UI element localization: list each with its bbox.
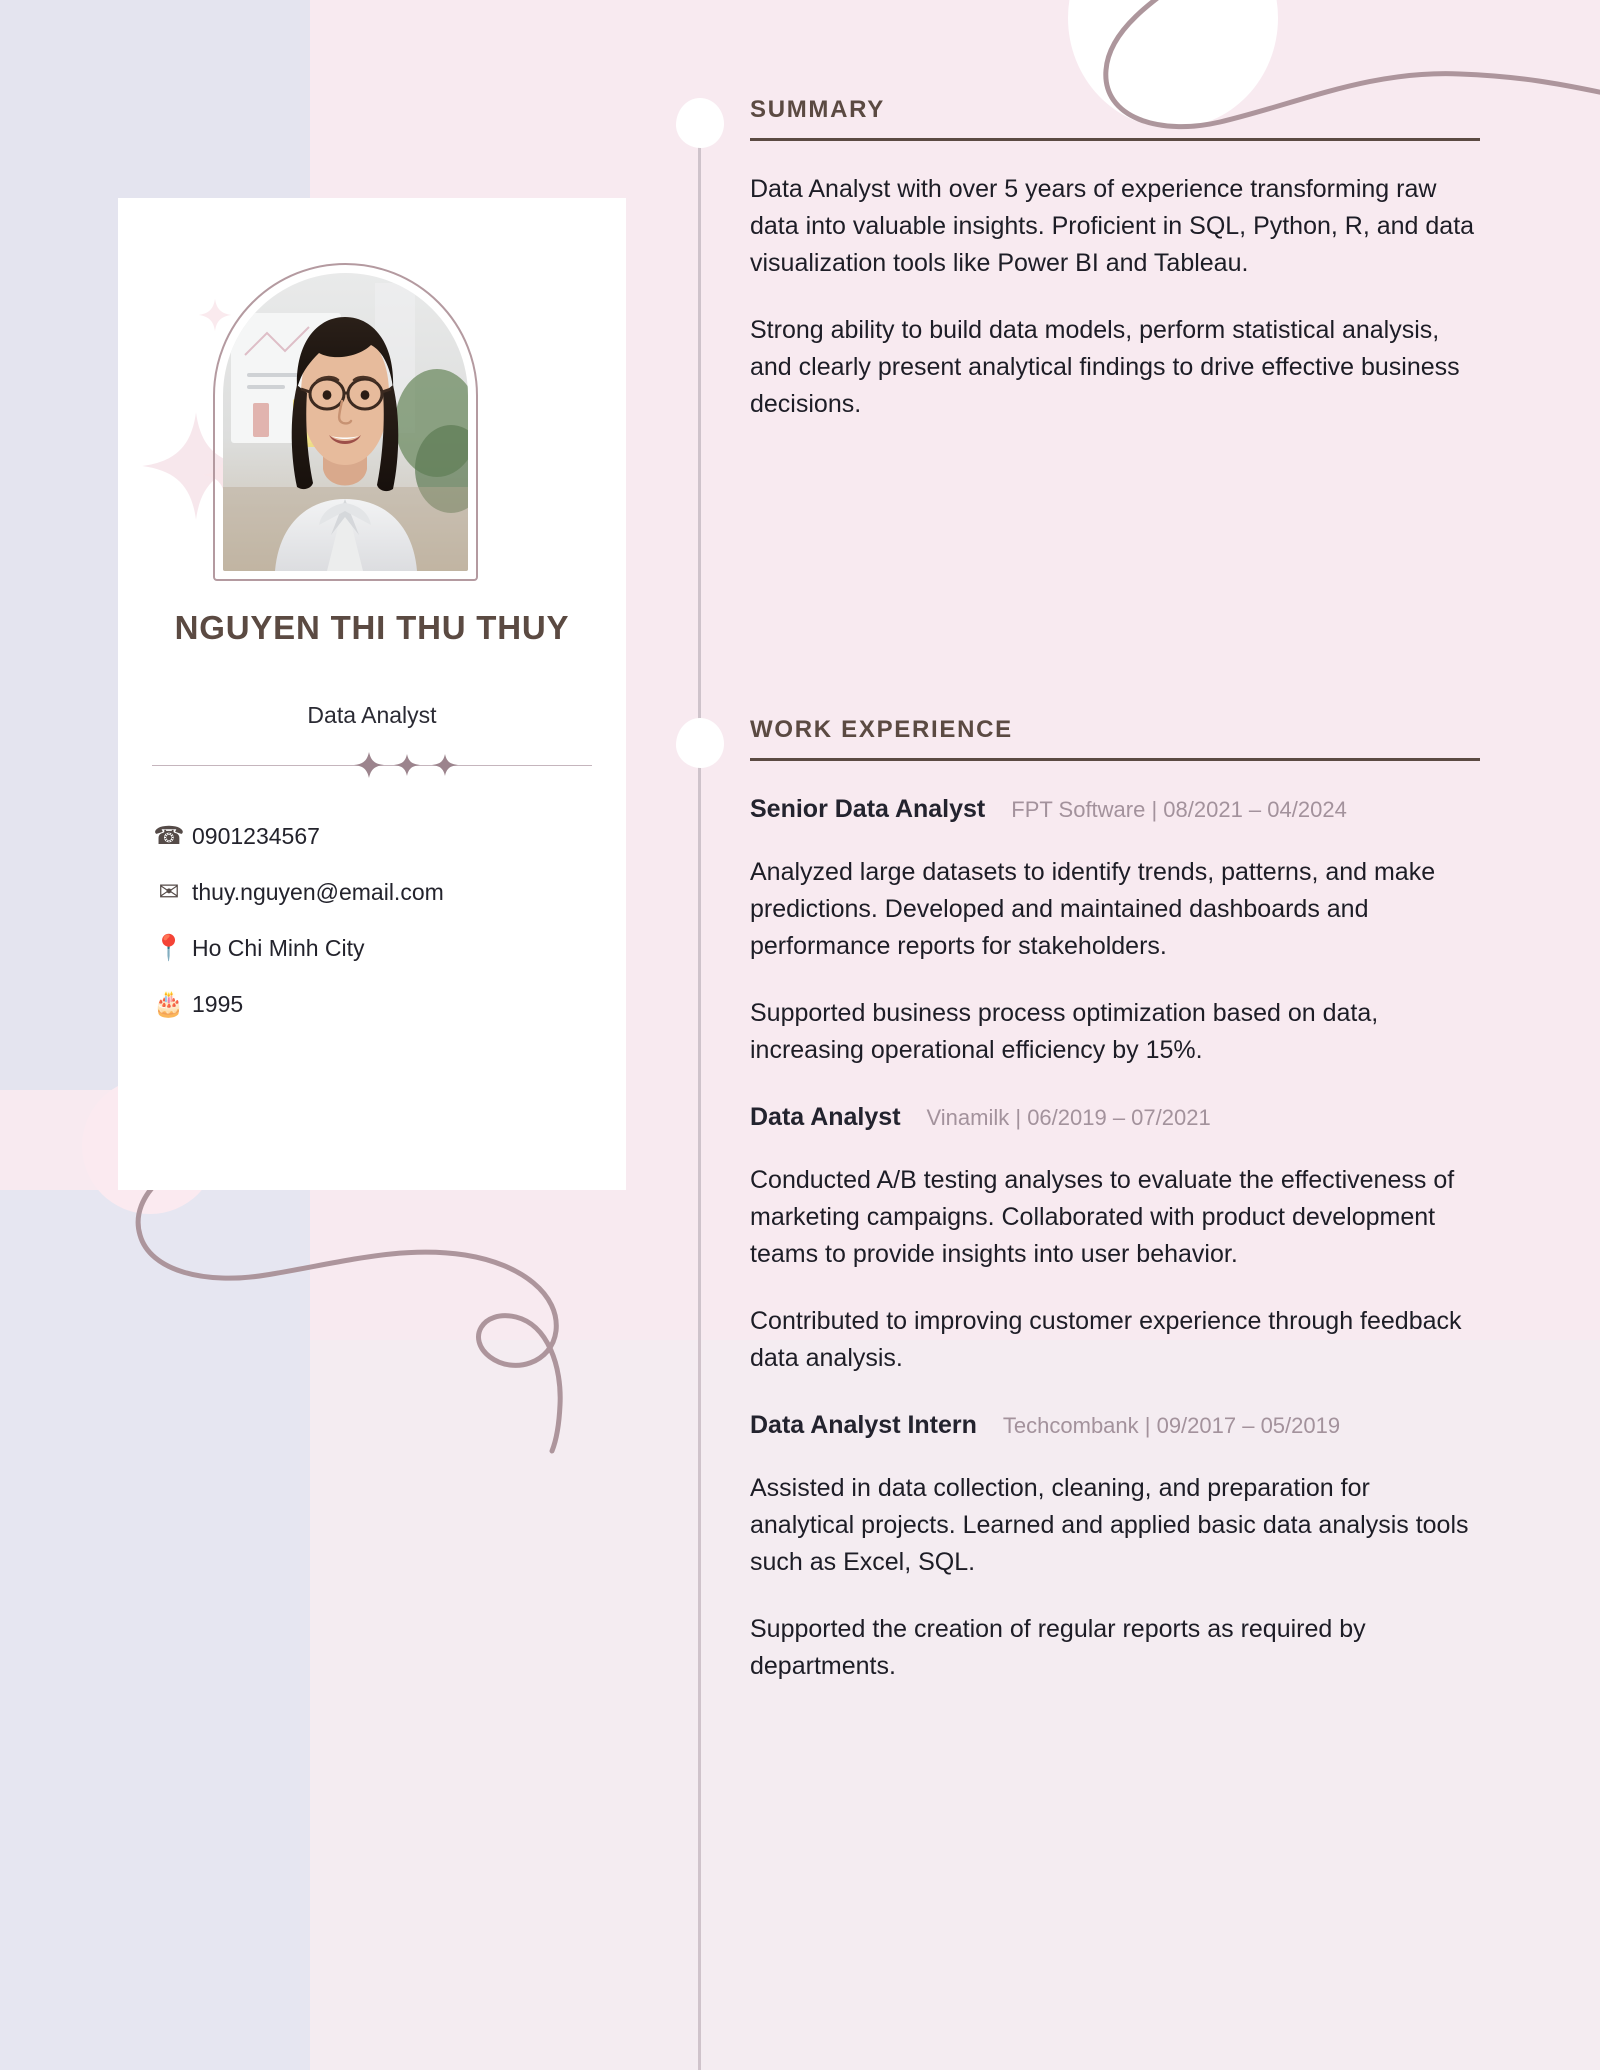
job-title: Data Analyst Intern: [750, 1411, 977, 1439]
timeline-line: [698, 110, 701, 2070]
contact-list: [146, 808, 606, 1032]
job-header: [750, 795, 1480, 824]
birthday-value: 1995: [192, 990, 244, 1017]
profile-photo: [213, 263, 478, 581]
profile-card: [118, 198, 626, 1190]
section-title-summary: SUMMARY: [750, 96, 886, 123]
profile-photo-frame: [213, 263, 478, 581]
section-summary: [750, 96, 1480, 423]
job-paragraph: Supported business process optimization based on data, increasing operational efficiency by 15%.: [750, 999, 1379, 1064]
phone-icon: ☎: [153, 821, 185, 850]
location-icon: 📍: [153, 933, 185, 962]
contact-row-email[interactable]: [146, 864, 606, 920]
job-meta: Vinamilk | 06/2019 – 07/2021: [926, 1105, 1211, 1130]
job-header: [750, 1411, 1480, 1440]
job-meta: Techcombank | 09/2017 – 05/2019: [1002, 1413, 1341, 1438]
contact-row-location[interactable]: [146, 920, 606, 976]
location-value: Ho Chi Minh City: [192, 934, 365, 961]
timeline-dot-work: [676, 718, 724, 768]
job-header: [750, 1103, 1480, 1132]
page-title: NGUYEN THI THU THUY: [174, 609, 570, 646]
timeline-dot-summary: [676, 98, 724, 148]
job-title: Data Analyst: [750, 1103, 901, 1131]
job-title: Senior Data Analyst: [750, 795, 986, 823]
email-value: thuy.nguyen@email.com: [192, 878, 444, 905]
summary-paragraph-1: Data Analyst with over 5 years of experience transforming raw data into valuable insights. Proficient in SQL, Python, R, and data visualization tools like Power BI and Tableau.: [750, 175, 1475, 277]
birthday-icon: 🎂: [153, 989, 185, 1018]
profile-role: Data Analyst: [307, 702, 437, 728]
contact-row-phone[interactable]: [146, 808, 606, 864]
contact-row-birthday[interactable]: [146, 976, 606, 1032]
job-entry: [750, 795, 1480, 1069]
section-work-experience: [750, 716, 1480, 1685]
profile-divider: [152, 750, 592, 780]
section-rule-summary: [750, 138, 1480, 141]
section-title-work: WORK EXPERIENCE: [750, 716, 1013, 743]
divider-diamonds-icon: [352, 750, 462, 780]
job-entry: [750, 1411, 1480, 1685]
phone-value: 0901234567: [192, 822, 320, 849]
job-paragraph: Supported the creation of regular reports as required by departments.: [750, 1615, 1366, 1680]
job-paragraph: Assisted in data collection, cleaning, and preparation for analytical projects. Learned and applied basic data analysis tools such as Excel, SQL.: [750, 1474, 1469, 1576]
section-rule-work: [750, 758, 1480, 761]
summary-paragraph-2: Strong ability to build data models, perform statistical analysis, and clearly present analytical findings to drive effective business decisions.: [750, 316, 1460, 418]
job-paragraph: Analyzed large datasets to identify trends, patterns, and make predictions. Developed and maintained dashboards and performance reports for stakeholders.: [750, 858, 1436, 960]
job-meta: FPT Software | 08/2021 – 04/2024: [1011, 797, 1347, 822]
email-icon: ✉: [158, 877, 180, 906]
job-paragraph: Conducted A/B testing analyses to evaluate the effectiveness of marketing campaigns. Collaborated with product development teams to provide insights into user behavior.: [750, 1166, 1455, 1268]
job-paragraph: Contributed to improving customer experience through feedback data analysis.: [750, 1307, 1462, 1372]
job-entry: [750, 1103, 1480, 1377]
